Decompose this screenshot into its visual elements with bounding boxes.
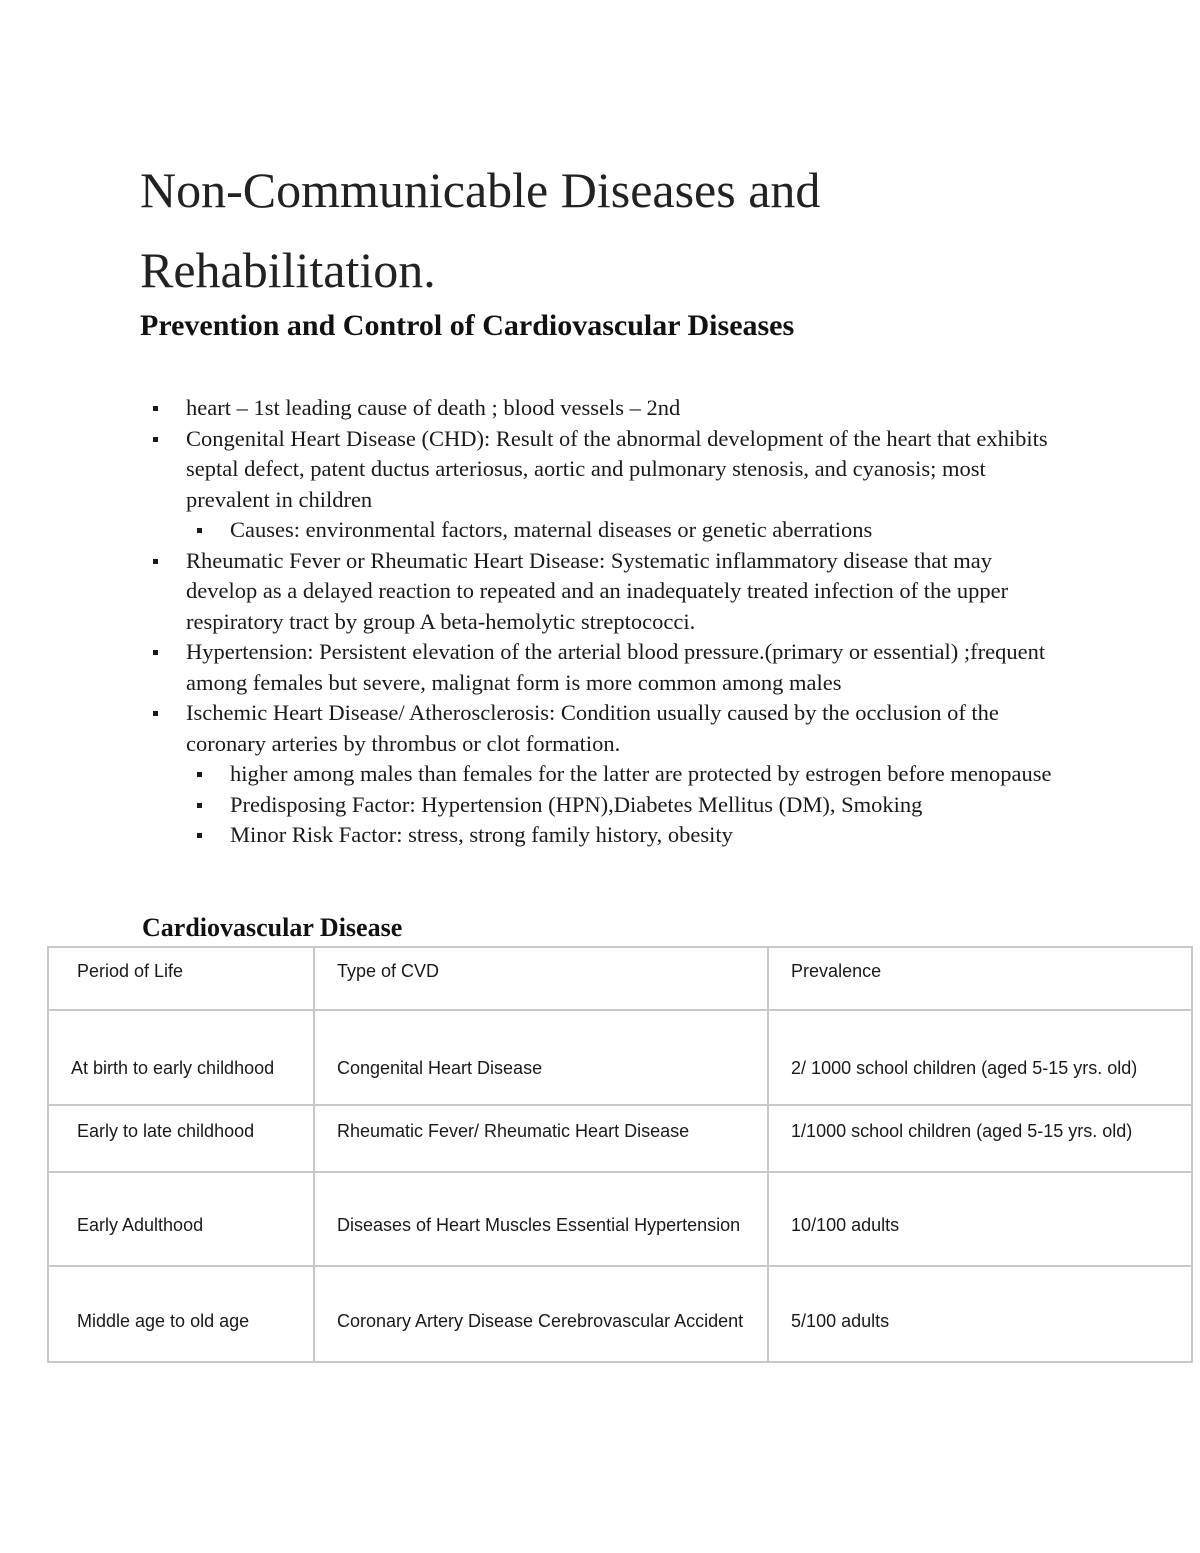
table-row <box>48 1105 1192 1172</box>
square-bullet-icon <box>153 437 158 442</box>
square-bullet-icon <box>153 559 158 564</box>
table-header-row <box>48 947 1192 1010</box>
list-item-text: Hypertension: Persistent elevation of the arterial blood pressure.(primary or essential) ;frequent among females but severe, malignat form is more common among males <box>186 639 1046 695</box>
table-cell-prevalence: 5/100 adults <box>768 1266 1192 1362</box>
square-bullet-icon <box>153 650 158 655</box>
list-item-text: Congenital Heart Disease (CHD): Result of the abnormal development of the heart that exhibits septal defect, patent ductus arteriosus, aortic and pulmonary stenosis, and cyanosis; most prevalent in children <box>186 425 1048 512</box>
square-bullet-icon <box>153 711 158 716</box>
table-row <box>48 1266 1192 1362</box>
column-header-type: Type of CVD <box>314 947 768 1010</box>
sub-list-item <box>140 790 1060 821</box>
table-cell-prevalence: 10/100 adults <box>768 1172 1192 1266</box>
table-cell-type: Rheumatic Fever/ Rheumatic Heart Disease <box>314 1105 768 1172</box>
square-bullet-icon <box>197 803 202 808</box>
table-cell-type: Diseases of Heart Muscles Essential Hypertension <box>314 1172 768 1266</box>
table-cell-period: Early Adulthood <box>48 1172 314 1266</box>
list-item-text: Ischemic Heart Disease/ Atherosclerosis: Condition usually caused by the occlusion of the coronary arteries by thrombus or clot formation. <box>186 700 999 756</box>
table-cell-period: Early to late childhood <box>48 1105 314 1172</box>
table-cell-type: Coronary Artery Disease Cerebrovascular Accident <box>314 1266 768 1362</box>
list-item <box>140 393 1060 424</box>
list-item-text: Rheumatic Fever or Rheumatic Heart Disease: Systematic inflammatory disease that may develop as a delayed reaction to repeated and an inadequately treated infection of the upper respiratory tract by group A beta-hemolytic streptococci. <box>186 547 1009 634</box>
table-cell-period: Middle age to old age <box>48 1266 314 1362</box>
list-item-text: higher among males than females for the latter are protected by estrogen before menopause <box>230 761 1052 786</box>
page-title: Non-Communicable Diseases and Rehabilitation. <box>140 162 821 298</box>
list-item <box>140 546 1060 638</box>
list-item-text: Predisposing Factor: Hypertension (HPN),Diabetes Mellitus (DM), Smoking <box>230 791 923 817</box>
table-cell-type: Congenital Heart Disease <box>314 1010 768 1105</box>
list-item <box>140 698 1060 759</box>
square-bullet-icon <box>197 833 202 838</box>
sub-list-item <box>140 515 1060 546</box>
table-cell-period: At birth to early childhood <box>48 1010 314 1105</box>
square-bullet-icon <box>197 772 202 777</box>
section-heading: Prevention and Control of Cardiovascular Diseases <box>140 309 795 342</box>
column-header-prevalence: Prevalence <box>768 947 1192 1010</box>
list-item-text: heart – 1st leading cause of death ; blood vessels – 2nd <box>186 395 681 420</box>
list-item-text: Minor Risk Factor: stress, strong family history, obesity <box>230 822 733 847</box>
sub-list-item <box>140 820 1060 851</box>
table-cell-prevalence: 2/ 1000 school children (aged 5-15 yrs. old) <box>768 1010 1192 1105</box>
cvd-table <box>47 946 1193 1363</box>
table-cell-prevalence: 1/1000 school children (aged 5-15 yrs. old) <box>768 1105 1192 1172</box>
column-header-period: Period of Life <box>48 947 314 1010</box>
list-item-text: Causes: environmental factors, maternal diseases or genetic aberrations <box>230 517 873 542</box>
table-heading: Cardiovascular Disease <box>142 913 403 942</box>
square-bullet-icon <box>153 406 158 411</box>
table-row <box>48 1010 1192 1105</box>
square-bullet-icon <box>197 528 202 533</box>
list-item <box>140 637 1060 698</box>
bullet-list <box>140 393 1060 851</box>
sub-list-item <box>140 759 1060 790</box>
table-row <box>48 1172 1192 1266</box>
list-item <box>140 424 1060 516</box>
